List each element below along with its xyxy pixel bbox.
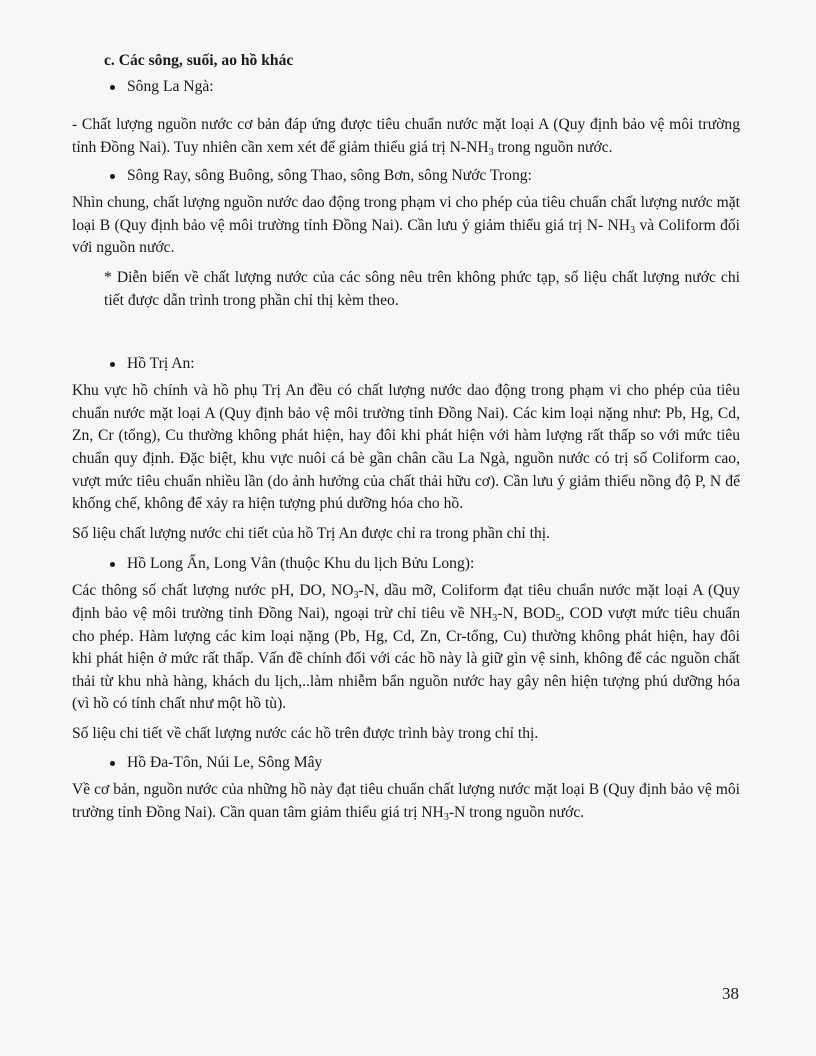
bullet-rivers: Sông Ray, sông Buông, sông Thao, sông Bơn, sông Nước Trong: (72, 165, 740, 192)
bullet-da-ton: Hồ Đa-Tôn, Núi Le, Sông Mây (72, 752, 740, 779)
document-page (72, 50, 740, 825)
note-paragraph: * Diễn biến về chất lượng nước của các sông nêu trên không phức tạp, số liệu chất lượng nước chi tiết được dẫn trình trong phần chỉ thị kèm theo. (104, 268, 740, 309)
paragraph-la-nga: - Chất lượng nguồn nước cơ bản đáp ứng được tiêu chuẩn nước mặt loại A (Quy định bảo vệ môi trường tỉnh Đồng Nai). Tuy nhiên cần xem xét để giảm thiểu giá trị $N-NH_3$ trong nguồn nước. (72, 116, 740, 158)
bullet-long-an: Hồ Long Ẩn, Long Vân (thuộc Khu du lịch Bửu Long): (72, 553, 740, 580)
paragraph-da-ton: Về cơ bản, nguồn nước của những hồ này đạt tiêu chuẩn chất lượng nước mặt loại B (Quy định bảo vệ môi trường tỉnh Đồng Nai). Cần quan tâm giảm thiểu giá trị $NH_3-N$ trong nguồn nước. (72, 781, 740, 824)
page-number: 38 (722, 984, 739, 1003)
paragraph-lakes-data: Số liệu chi tiết về chất lượng nước các hồ trên được trình bày trong chỉ thị. (72, 724, 539, 742)
bullet-la-nga: Sông La Ngà: (72, 76, 740, 114)
paragraph-rivers: Nhìn chung, chất lượng nguồn nước dao động trong phạm vi cho phép của tiêu chuẩn chất lượng nước mặt loại B (Quy định bảo vệ môi trường tỉnh Đồng Nai). Cần lưu ý giảm thiểu giá trị N- $NH_3$ và Coliform đối với nguồn nước. (72, 194, 740, 257)
paragraph-tri-an: Khu vực hồ chính và hồ phụ Trị An đều có chất lượng nước dao động trong phạm vi cho phép của tiêu chuẩn nước mặt loại A (Quy định bảo vệ môi trường tỉnh Đồng Nai). Các kim loại nặng như: Pb, Hg, Cd, Zn, Cr (tổng), Cu thường không phát hiện, hay đôi khi phát hiện với hàm lượng rất thấp so với mức tiêu chuẩn quy định. Đặc biệt, khu vực nuôi cá bè gần chân cầu La Ngà, nguồn nước có trị số Coliform cao, vượt mức tiêu chuẩn nhiều lần (do ảnh hưởng của chất thải hữu cơ). Cần lưu ý giảm thiểu nồng độ P, N để khống chế, không để xảy ra hiện tượng phú dưỡng hóa cho hồ. (72, 382, 740, 513)
paragraph-long-an: Các thông số chất lượng nước pH, DO, $NO_3-N$, dầu mỡ, Coliform đạt tiêu chuẩn nước mặt loại A (Quy định bảo vệ môi trường tỉnh Đồng Nai), ngoại trừ chỉ tiêu về $NH_3-N$, $BOD_5$, COD vượt mức tiêu chuẩn cho phép. Hàm lượng các kim loại nặng (Pb, Hg, Cd, Zn, Cr-tổng, Cu) thường không phát hiện, hay đôi khi phát hiện ở mức rất thấp. Vấn đề chính đối với các hồ này là giữ gìn vệ sinh, không để các nguồn chất thải từ khu nhà hàng, khách du lịch,..làm nhiễm bẩn nguồn nước hay gây nên hiện tượng phú dưỡng hóa (vì hồ có tính chất như một hồ tù). (72, 582, 741, 713)
paragraph-tri-an-data: Số liệu chất lượng nước chi tiết của hồ Trị An được chỉ ra trong phần chỉ thị. (72, 524, 550, 542)
section-heading: c. Các sông, suối, ao hồ khác (104, 52, 294, 69)
bullet-tri-an: Hồ Trị An: (72, 353, 740, 380)
